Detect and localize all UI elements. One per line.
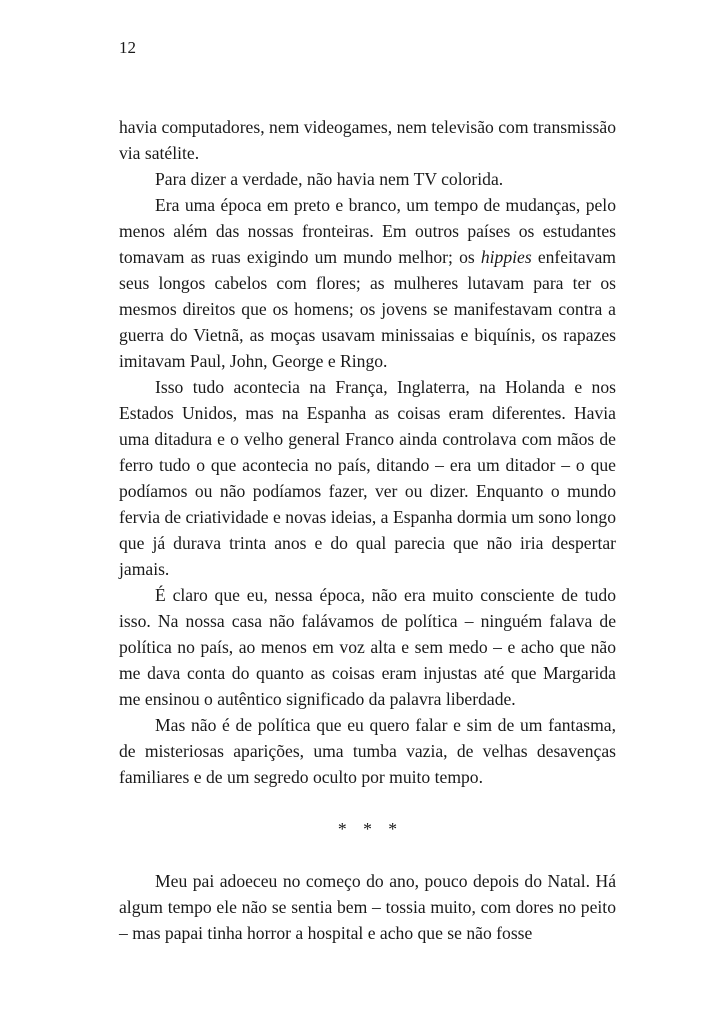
paragraph: Mas não é de política que eu quero falar e sim de um fantasma, de misteriosas aparições, uma tumba vazia, de velhas desavenças familiares e de um segredo oculto por muito tempo. xyxy=(119,715,616,787)
paragraph xyxy=(119,192,616,374)
paragraph: Para dizer a verdade, não havia nem TV colorida. xyxy=(155,169,504,189)
paragraph: Meu pai adoeceu no começo do ano, pouco depois do Natal. Há algum tempo ele não se sentia bem – tossia muito, com dores no peito – mas papai tinha horror a hospital e acho que se não fosse xyxy=(119,871,616,943)
paragraph-text: enfeitavam seus longos cabelos com flores; as mulheres lutavam para ter os mesmos direitos que os homens; os jovens se manifestavam contra a guerra do Vietnã, as moças usavam minissaias e biquínis, os rapazes imitavam Paul, John, George e Ringo. xyxy=(119,247,616,371)
paragraph-text: Era uma época em preto e branco, um tempo de mudanças, pelo menos além das nossas fronteiras. Em outros países os estudantes tomavam as ruas exigindo um mundo melhor; os xyxy=(119,195,616,267)
paragraph: Isso tudo acontecia na França, Inglaterra, na Holanda e nos Estados Unidos, mas na Espanha as coisas eram diferentes. Havia uma ditadura e o velho general Franco ainda controlava com mãos de ferro tudo o que acontecia no país, ditando – era um ditador – o que podíamos ou não podíamos fazer, ver ou dizer. Enquanto o mundo fervia de criatividade e novas ideias, a Espanha dormia um sono longo que já durava trinta anos e do qual parecia que não iria despertar jamais. xyxy=(119,377,616,579)
page-number: 12 xyxy=(119,38,136,57)
section-separator: * * * xyxy=(337,819,404,839)
paragraph: É claro que eu, nessa época, não era muito consciente de tudo isso. Na nossa casa não falávamos de política – ninguém falava de política no país, ao menos em voz alta e sem medo – e acho que não me dava conta do quanto as coisas eram injustas até que Margarida me ensinou o autêntico significado da palavra liberdade. xyxy=(119,585,616,709)
body-text xyxy=(119,114,616,946)
paragraph-continuation: havia computadores, nem videogames, nem televisão com transmissão via satélite. xyxy=(119,117,616,163)
italic-term: hippies xyxy=(480,247,532,267)
